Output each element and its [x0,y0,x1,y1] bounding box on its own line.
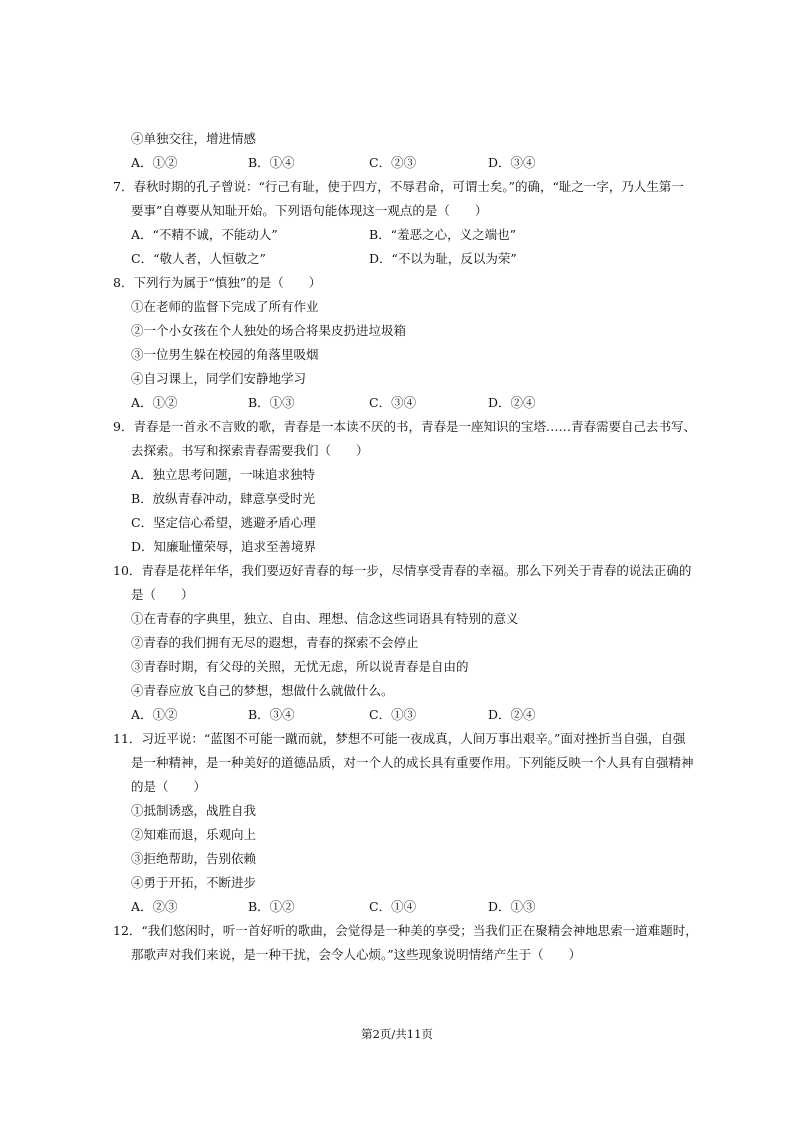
q10-option-d[interactable]: D．②④ [488,707,536,722]
q9-option-d[interactable]: D．知廉耻懂荣辱，追求至善境界 [131,539,317,554]
q9-option-a[interactable]: A．独立思考问题，一味追求独特 [131,467,316,482]
q11-option-d[interactable]: D．①③ [488,899,536,914]
q10-item-3: ③青春时期，有父母的关照，无忧无虑，所以说青春是自由的 [131,659,469,674]
q7-option-c[interactable]: C．“敬人者，人恒敬之” [131,251,266,266]
q11-option-b[interactable]: B．①② [248,899,295,914]
q7-option-a[interactable]: A．“不精不诚，不能动人” [131,227,278,242]
q7-stem-line-1: 7．春秋时期的孔子曾说：“行己有耻，使于四方，不辱君命，可谓士矣。”的确，“耻之一字，乃人生第一 [113,179,684,194]
q11-option-a[interactable]: A．②③ [131,899,178,914]
q6-option-a[interactable]: A．①② [131,155,178,170]
q8-option-b[interactable]: B．①③ [248,395,295,410]
q6-option-b[interactable]: B．①④ [248,155,295,170]
q8-option-a[interactable]: A．①② [131,395,178,410]
q8-stem: 8．下列行为属于“慎独”的是（ ） [113,275,322,290]
q11-stem-line-3: 的是（ ） [131,779,207,794]
q10-option-a[interactable]: A．①② [131,707,178,722]
q10-stem-line-2: 是（ ） [131,587,194,602]
q12-stem-line-1: 12．“我们悠闲时，听一首好听的歌曲，会觉得是一种美的享受；当我们正在聚精会神地思索一道难题时， [113,923,698,938]
q6-item-4: ④单独交往，增进情感 [131,131,257,146]
q11-item-1: ①抵制诱惑，战胜自我 [131,803,257,818]
q8-item-4: ④自习课上，同学们安静地学习 [131,371,307,386]
q8-item-3: ③一位男生躲在校园的角落里吸烟 [131,347,319,362]
q12-stem-line-2: 那歌声对我们来说，是一种干扰，会令人心烦。”这些现象说明情绪产生于（ ） [131,947,582,962]
q8-item-2: ②一个小女孩在个人独处的场合将果皮扔进垃圾箱 [131,323,407,338]
q8-item-1: ①在老师的监督下完成了所有作业 [131,299,319,314]
q11-stem-line-2: 是一种精神，是一种美好的道德品质，对一个人的成长具有重要作用。下列能反映一个人具有自强精神 [131,755,694,770]
q10-item-1: ①在青春的字典里，独立、自由、理想、信念这些词语具有特别的意义 [131,611,519,626]
q9-option-c[interactable]: C．坚定信心希望，逃避矛盾心理 [131,515,316,530]
q9-stem-line-1: 9．青春是一首永不言败的歌，青春是一本读不厌的书，青春是一座知识的宝塔……青春需要自己去书写、 [113,419,696,434]
q6-option-d[interactable]: D．③④ [488,155,536,170]
q10-stem-line-1: 10．青春是花样年华，我们要迈好青春的每一步，尽情享受青春的幸福。那么下列关于青春的说法正确的 [113,563,692,578]
q6-option-c[interactable]: C．②③ [369,155,417,170]
q10-item-2: ②青春的我们拥有无尽的遐想，青春的探索不会停止 [131,635,419,650]
q11-item-3: ③拒绝帮助，告别依赖 [131,851,257,866]
q7-option-b[interactable]: B．“羞恶之心，义之端也” [369,227,516,242]
q11-item-4: ④勇于开拓，不断进步 [131,875,257,890]
q8-option-c[interactable]: C．③④ [369,395,417,410]
q11-stem-line-1: 11．习近平说：“蓝图不可能一蹴而就，梦想不可能一夜成真，人间万事出艰辛。”面对挫折当自强，自强 [113,731,686,746]
q10-item-4: ④青春应放飞自己的梦想，想做什么就做什么。 [131,683,394,698]
q10-option-b[interactable]: B．③④ [248,707,295,722]
q8-option-d[interactable]: D．②④ [488,395,536,410]
q11-option-c[interactable]: C．①④ [369,899,417,914]
q10-option-c[interactable]: C．①③ [369,707,417,722]
q9-stem-line-2: 去探索。书写和探索青春需要我们（ ） [131,443,369,458]
q7-option-d[interactable]: D．“不以为耻，反以为荣” [369,251,517,266]
q11-item-2: ②知难而退，乐观向上 [131,827,257,842]
q9-option-b[interactable]: B．放纵青春冲动，肆意享受时光 [131,491,316,506]
q7-stem-line-2: 要事”自尊要从知耻开始。下列语句能体现这一观点的是（ ） [131,203,488,218]
page-number: 第2页/共11页 [361,1027,433,1041]
